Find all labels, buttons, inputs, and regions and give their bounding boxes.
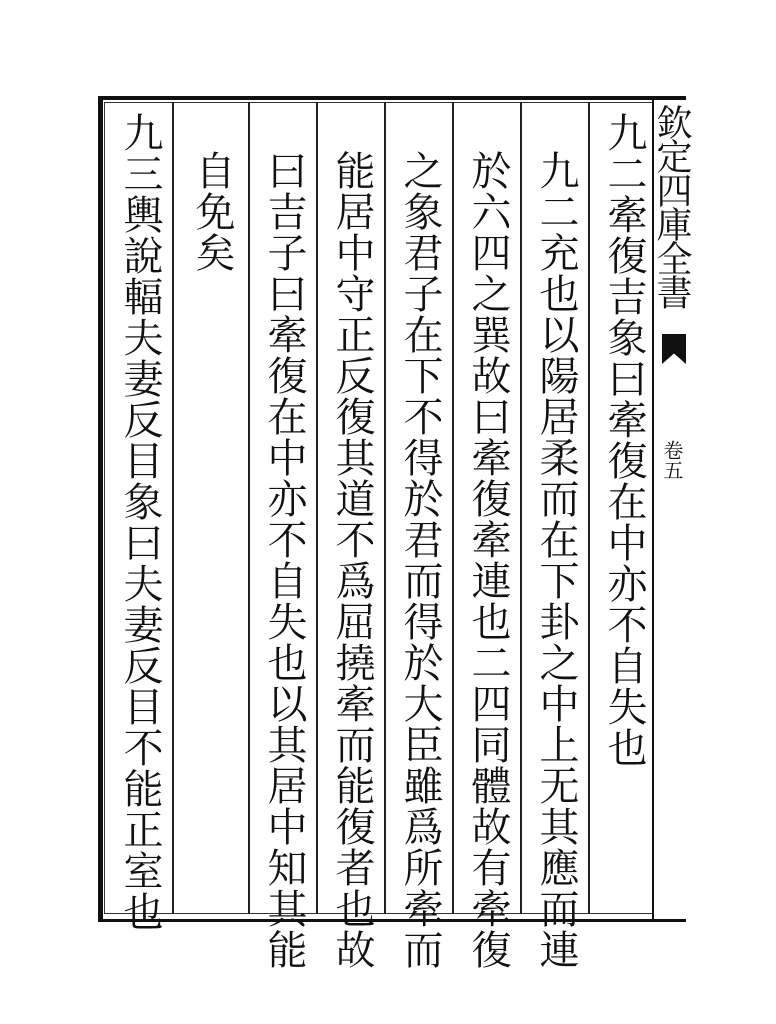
column-rule <box>452 102 454 914</box>
text-column-1: 九二牽復吉象曰牽復在中亦不自失也 <box>601 112 647 768</box>
column-rule <box>248 102 250 914</box>
text-column-4: 之象君子在下不得於君而得於大臣雖爲所牽而 <box>397 150 443 970</box>
column-rule <box>520 102 522 914</box>
book-title: 欽定四庫全書 <box>651 104 692 308</box>
text-column-7: 自免矣 <box>189 150 235 273</box>
text-column-3: 於六四之巽故曰牽復牽連也二四同體故有牽復 <box>465 150 511 970</box>
text-column-8: 九三輿說輻夫妻反目象曰夫妻反目不能正室也 <box>117 112 163 932</box>
text-column-5: 能居中守正反復其道不爲屈撓牽而能復者也故 <box>329 150 375 970</box>
volume-label: 卷五 <box>660 440 684 480</box>
column-rule <box>588 102 590 914</box>
column-rule <box>172 102 174 914</box>
text-column-2: 九二充也以陽居柔而在下卦之中上无其應而連 <box>533 150 579 970</box>
text-column-6: 曰吉子曰牽復在中亦不自失也以其居中知其能 <box>261 150 307 970</box>
column-rule <box>384 102 386 914</box>
column-rule <box>316 102 318 914</box>
